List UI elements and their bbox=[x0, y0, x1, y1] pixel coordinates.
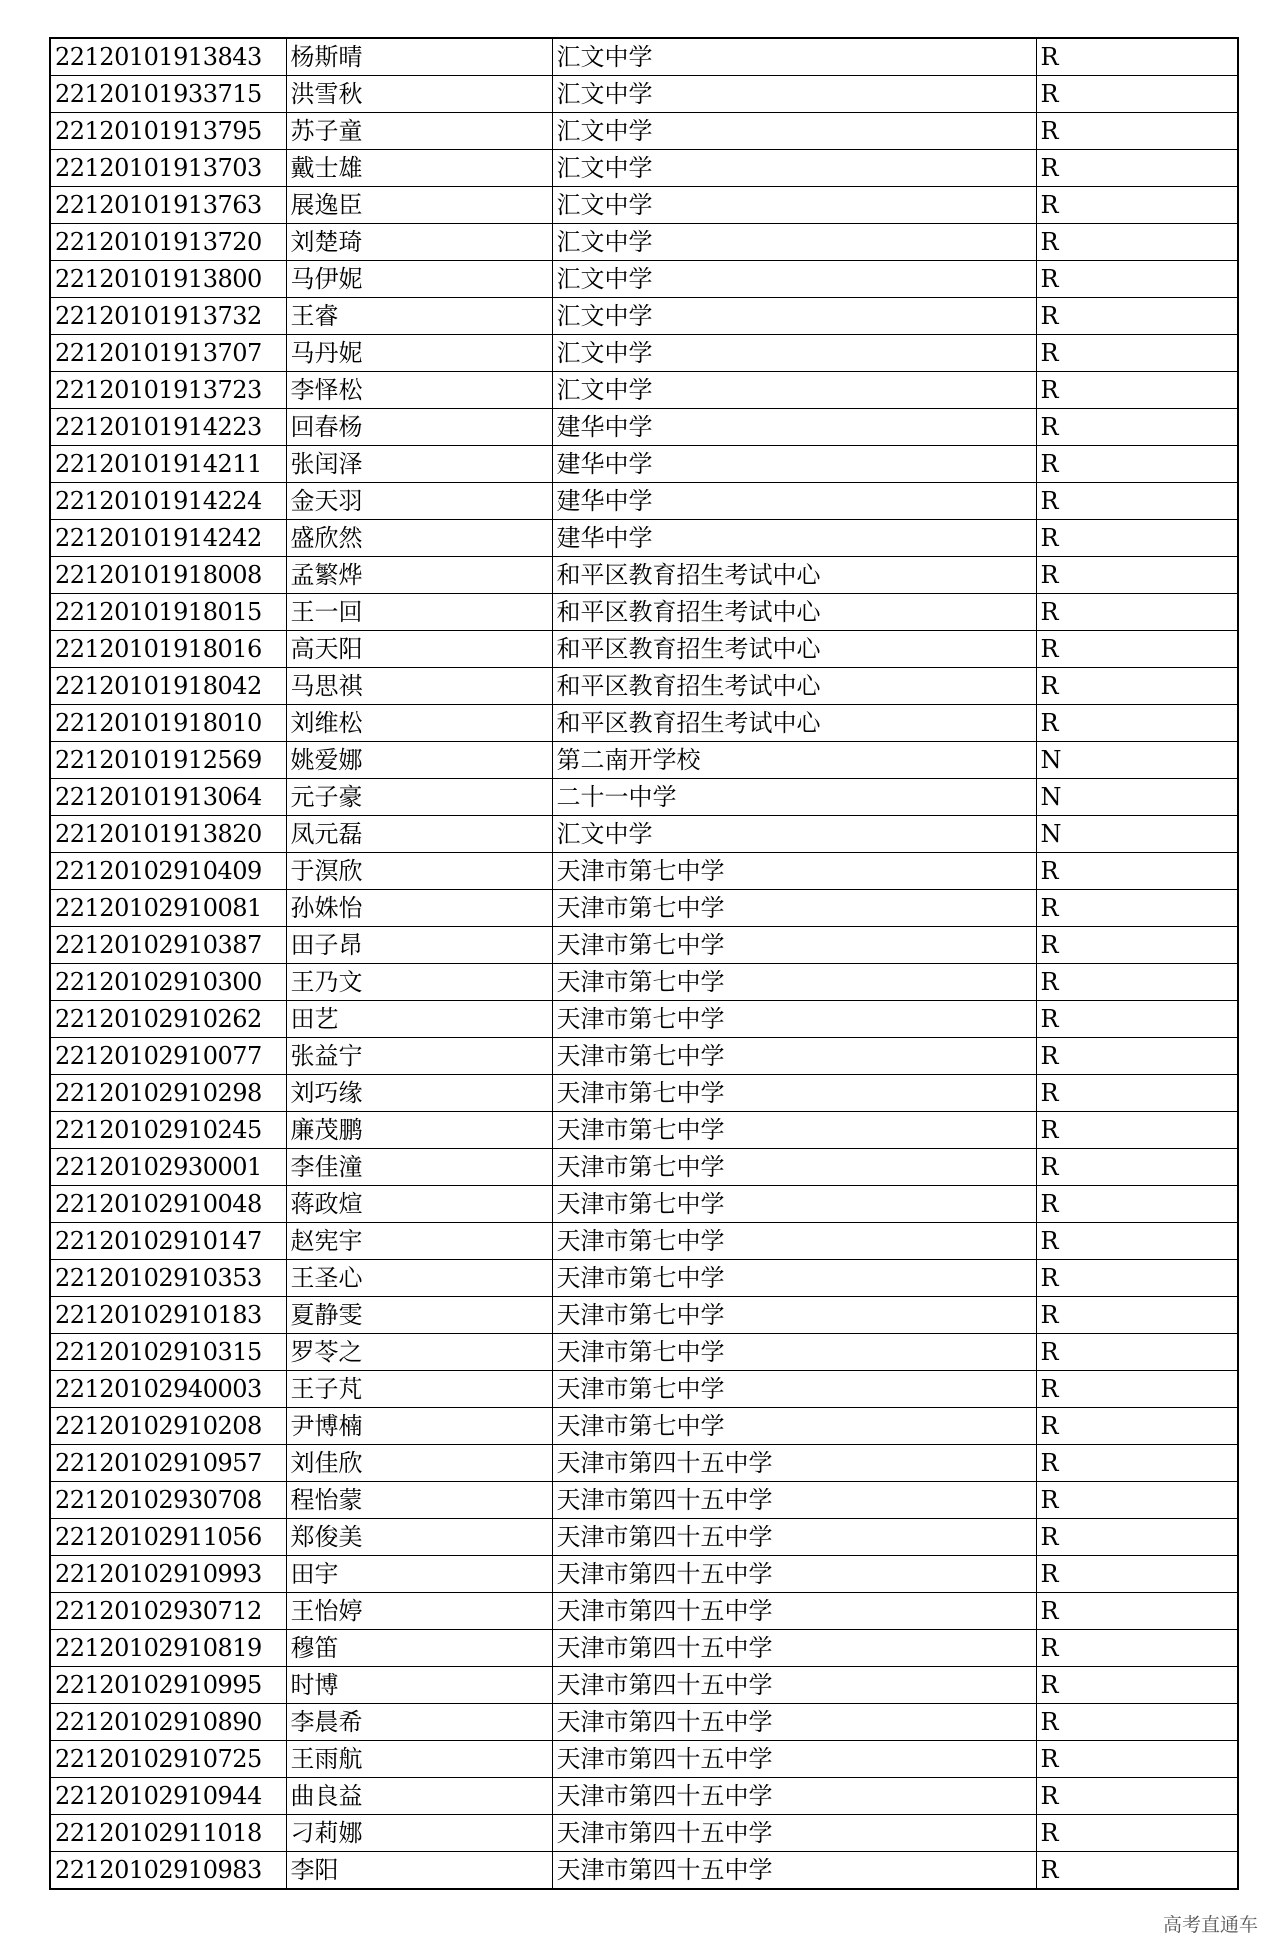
cell-school: 天津市第七中学 bbox=[552, 890, 1036, 927]
cell-category: R bbox=[1036, 1186, 1238, 1223]
cell-student-name: 盛欣然 bbox=[286, 520, 552, 557]
cell-student-name: 穆笛 bbox=[286, 1630, 552, 1667]
table-row bbox=[50, 446, 1238, 483]
cell-category: R bbox=[1036, 1260, 1238, 1297]
cell-category: R bbox=[1036, 668, 1238, 705]
cell-student-name: 刘巧缘 bbox=[286, 1075, 552, 1112]
cell-category: R bbox=[1036, 1556, 1238, 1593]
cell-category: R bbox=[1036, 1371, 1238, 1408]
table-row bbox=[50, 1260, 1238, 1297]
cell-school: 天津市第七中学 bbox=[552, 1075, 1036, 1112]
cell-category: R bbox=[1036, 76, 1238, 113]
table-row bbox=[50, 1112, 1238, 1149]
cell-school: 和平区教育招生考试中心 bbox=[552, 557, 1036, 594]
cell-school: 汇文中学 bbox=[552, 298, 1036, 335]
table-row bbox=[50, 1852, 1238, 1890]
table-row bbox=[50, 1519, 1238, 1556]
cell-student-name: 回春杨 bbox=[286, 409, 552, 446]
cell-school: 建华中学 bbox=[552, 446, 1036, 483]
table-row bbox=[50, 483, 1238, 520]
cell-student-name: 李阳 bbox=[286, 1852, 552, 1890]
cell-exam-id: 22120102910077 bbox=[50, 1038, 286, 1075]
cell-exam-id: 22120102910048 bbox=[50, 1186, 286, 1223]
cell-exam-id: 22120102910995 bbox=[50, 1667, 286, 1704]
cell-category: R bbox=[1036, 1741, 1238, 1778]
cell-student-name: 杨斯晴 bbox=[286, 38, 552, 76]
cell-school: 天津市第七中学 bbox=[552, 927, 1036, 964]
table-row bbox=[50, 742, 1238, 779]
cell-school: 第二南开学校 bbox=[552, 742, 1036, 779]
cell-school: 天津市第四十五中学 bbox=[552, 1815, 1036, 1852]
cell-exam-id: 22120101913820 bbox=[50, 816, 286, 853]
cell-student-name: 张闰泽 bbox=[286, 446, 552, 483]
cell-school: 天津市第七中学 bbox=[552, 853, 1036, 890]
cell-student-name: 洪雪秋 bbox=[286, 76, 552, 113]
cell-category: N bbox=[1036, 779, 1238, 816]
table-row bbox=[50, 1038, 1238, 1075]
cell-category: R bbox=[1036, 224, 1238, 261]
cell-category: R bbox=[1036, 372, 1238, 409]
cell-student-name: 高天阳 bbox=[286, 631, 552, 668]
table-row bbox=[50, 853, 1238, 890]
cell-exam-id: 22120102910262 bbox=[50, 1001, 286, 1038]
cell-exam-id: 22120101913763 bbox=[50, 187, 286, 224]
cell-school: 天津市第七中学 bbox=[552, 1186, 1036, 1223]
cell-school: 汇文中学 bbox=[552, 38, 1036, 76]
cell-school: 天津市第七中学 bbox=[552, 1371, 1036, 1408]
cell-school: 汇文中学 bbox=[552, 76, 1036, 113]
cell-category: R bbox=[1036, 1001, 1238, 1038]
cell-student-name: 廉茂鹏 bbox=[286, 1112, 552, 1149]
cell-student-name: 于溟欣 bbox=[286, 853, 552, 890]
cell-category: R bbox=[1036, 1630, 1238, 1667]
cell-category: R bbox=[1036, 1815, 1238, 1852]
cell-category: R bbox=[1036, 927, 1238, 964]
cell-student-name: 赵宪宇 bbox=[286, 1223, 552, 1260]
table-row bbox=[50, 1556, 1238, 1593]
table-row bbox=[50, 150, 1238, 187]
cell-student-name: 王子芃 bbox=[286, 1371, 552, 1408]
cell-exam-id: 22120101913800 bbox=[50, 261, 286, 298]
cell-student-name: 王一回 bbox=[286, 594, 552, 631]
cell-category: R bbox=[1036, 38, 1238, 76]
cell-exam-id: 22120102910353 bbox=[50, 1260, 286, 1297]
cell-category: R bbox=[1036, 1445, 1238, 1482]
cell-category: R bbox=[1036, 1297, 1238, 1334]
cell-exam-id: 22120102910298 bbox=[50, 1075, 286, 1112]
table-row bbox=[50, 668, 1238, 705]
table-row bbox=[50, 1741, 1238, 1778]
cell-exam-id: 22120102910300 bbox=[50, 964, 286, 1001]
table-row bbox=[50, 631, 1238, 668]
cell-school: 和平区教育招生考试中心 bbox=[552, 668, 1036, 705]
cell-exam-id: 22120101914223 bbox=[50, 409, 286, 446]
cell-exam-id: 22120102930001 bbox=[50, 1149, 286, 1186]
cell-exam-id: 22120101913703 bbox=[50, 150, 286, 187]
table-row bbox=[50, 1630, 1238, 1667]
student-list-table bbox=[49, 37, 1239, 1890]
table-row bbox=[50, 187, 1238, 224]
cell-exam-id: 22120101913064 bbox=[50, 779, 286, 816]
cell-student-name: 郑俊美 bbox=[286, 1519, 552, 1556]
table-row bbox=[50, 298, 1238, 335]
cell-category: R bbox=[1036, 1704, 1238, 1741]
cell-exam-id: 22120101913720 bbox=[50, 224, 286, 261]
cell-student-name: 马思祺 bbox=[286, 668, 552, 705]
cell-school: 汇文中学 bbox=[552, 113, 1036, 150]
cell-student-name: 金天羽 bbox=[286, 483, 552, 520]
cell-school: 天津市第七中学 bbox=[552, 1038, 1036, 1075]
cell-school: 汇文中学 bbox=[552, 224, 1036, 261]
cell-student-name: 刘楚琦 bbox=[286, 224, 552, 261]
cell-exam-id: 22120102910957 bbox=[50, 1445, 286, 1482]
cell-school: 天津市第四十五中学 bbox=[552, 1445, 1036, 1482]
cell-exam-id: 22120102930708 bbox=[50, 1482, 286, 1519]
cell-exam-id: 22120102930712 bbox=[50, 1593, 286, 1630]
table-row bbox=[50, 1445, 1238, 1482]
cell-exam-id: 22120101913795 bbox=[50, 113, 286, 150]
cell-category: R bbox=[1036, 631, 1238, 668]
cell-category: R bbox=[1036, 1223, 1238, 1260]
cell-category: R bbox=[1036, 335, 1238, 372]
table-row bbox=[50, 38, 1238, 76]
cell-exam-id: 22120102910147 bbox=[50, 1223, 286, 1260]
cell-category: N bbox=[1036, 742, 1238, 779]
cell-student-name: 刁莉娜 bbox=[286, 1815, 552, 1852]
cell-exam-id: 22120102911056 bbox=[50, 1519, 286, 1556]
cell-school: 天津市第七中学 bbox=[552, 1149, 1036, 1186]
cell-exam-id: 22120102910081 bbox=[50, 890, 286, 927]
cell-school: 和平区教育招生考试中心 bbox=[552, 705, 1036, 742]
cell-school: 天津市第四十五中学 bbox=[552, 1704, 1036, 1741]
table-row bbox=[50, 335, 1238, 372]
cell-student-name: 尹博楠 bbox=[286, 1408, 552, 1445]
cell-category: R bbox=[1036, 113, 1238, 150]
cell-exam-id: 22120101913707 bbox=[50, 335, 286, 372]
cell-exam-id: 22120102910409 bbox=[50, 853, 286, 890]
cell-school: 天津市第四十五中学 bbox=[552, 1556, 1036, 1593]
table-row bbox=[50, 927, 1238, 964]
cell-category: R bbox=[1036, 557, 1238, 594]
cell-student-name: 元子豪 bbox=[286, 779, 552, 816]
table-row bbox=[50, 1482, 1238, 1519]
cell-exam-id: 22120102910890 bbox=[50, 1704, 286, 1741]
cell-exam-id: 22120102910245 bbox=[50, 1112, 286, 1149]
cell-student-name: 刘佳欣 bbox=[286, 1445, 552, 1482]
cell-school: 天津市第四十五中学 bbox=[552, 1741, 1036, 1778]
cell-exam-id: 22120101914211 bbox=[50, 446, 286, 483]
cell-exam-id: 22120101914224 bbox=[50, 483, 286, 520]
table-row bbox=[50, 1075, 1238, 1112]
table-row bbox=[50, 1704, 1238, 1741]
cell-school: 天津市第四十五中学 bbox=[552, 1630, 1036, 1667]
cell-category: R bbox=[1036, 187, 1238, 224]
cell-exam-id: 22120102910387 bbox=[50, 927, 286, 964]
cell-category: R bbox=[1036, 1038, 1238, 1075]
table-row bbox=[50, 1334, 1238, 1371]
cell-category: R bbox=[1036, 483, 1238, 520]
cell-school: 天津市第七中学 bbox=[552, 1112, 1036, 1149]
cell-student-name: 李怿松 bbox=[286, 372, 552, 409]
cell-exam-id: 22120102911018 bbox=[50, 1815, 286, 1852]
cell-student-name: 田艺 bbox=[286, 1001, 552, 1038]
cell-category: R bbox=[1036, 964, 1238, 1001]
cell-category: R bbox=[1036, 1408, 1238, 1445]
table-row bbox=[50, 1408, 1238, 1445]
cell-school: 天津市第四十五中学 bbox=[552, 1519, 1036, 1556]
cell-school: 天津市第七中学 bbox=[552, 1408, 1036, 1445]
cell-student-name: 王雨航 bbox=[286, 1741, 552, 1778]
cell-category: R bbox=[1036, 1112, 1238, 1149]
cell-exam-id: 22120101918042 bbox=[50, 668, 286, 705]
cell-student-name: 罗苓之 bbox=[286, 1334, 552, 1371]
cell-school: 天津市第四十五中学 bbox=[552, 1482, 1036, 1519]
table-row bbox=[50, 1593, 1238, 1630]
cell-student-name: 孟繁烨 bbox=[286, 557, 552, 594]
cell-category: R bbox=[1036, 150, 1238, 187]
cell-exam-id: 22120102940003 bbox=[50, 1371, 286, 1408]
cell-category: R bbox=[1036, 261, 1238, 298]
cell-exam-id: 22120101914242 bbox=[50, 520, 286, 557]
cell-school: 建华中学 bbox=[552, 483, 1036, 520]
cell-exam-id: 22120102910725 bbox=[50, 1741, 286, 1778]
cell-student-name: 凤元磊 bbox=[286, 816, 552, 853]
cell-category: R bbox=[1036, 705, 1238, 742]
cell-category: R bbox=[1036, 409, 1238, 446]
cell-student-name: 戴士雄 bbox=[286, 150, 552, 187]
cell-school: 天津市第四十五中学 bbox=[552, 1593, 1036, 1630]
cell-category: R bbox=[1036, 1075, 1238, 1112]
cell-exam-id: 22120102910944 bbox=[50, 1778, 286, 1815]
table-row bbox=[50, 409, 1238, 446]
table-row bbox=[50, 890, 1238, 927]
cell-school: 汇文中学 bbox=[552, 372, 1036, 409]
cell-student-name: 展逸臣 bbox=[286, 187, 552, 224]
cell-exam-id: 22120101933715 bbox=[50, 76, 286, 113]
cell-school: 和平区教育招生考试中心 bbox=[552, 631, 1036, 668]
cell-exam-id: 22120101918016 bbox=[50, 631, 286, 668]
watermark-text: 高考直通车 bbox=[1162, 1914, 1258, 1936]
table-row bbox=[50, 520, 1238, 557]
cell-category: R bbox=[1036, 594, 1238, 631]
cell-category: N bbox=[1036, 816, 1238, 853]
cell-exam-id: 22120101918010 bbox=[50, 705, 286, 742]
cell-school: 天津市第七中学 bbox=[552, 1334, 1036, 1371]
cell-student-name: 马伊妮 bbox=[286, 261, 552, 298]
cell-student-name: 曲良益 bbox=[286, 1778, 552, 1815]
cell-exam-id: 22120101913723 bbox=[50, 372, 286, 409]
table-row bbox=[50, 779, 1238, 816]
cell-exam-id: 22120101912569 bbox=[50, 742, 286, 779]
cell-category: R bbox=[1036, 1852, 1238, 1890]
cell-category: R bbox=[1036, 298, 1238, 335]
table-row bbox=[50, 1371, 1238, 1408]
cell-school: 汇文中学 bbox=[552, 261, 1036, 298]
cell-student-name: 王圣心 bbox=[286, 1260, 552, 1297]
cell-student-name: 姚爱娜 bbox=[286, 742, 552, 779]
cell-exam-id: 22120102910315 bbox=[50, 1334, 286, 1371]
table-row bbox=[50, 1001, 1238, 1038]
cell-category: R bbox=[1036, 1778, 1238, 1815]
cell-student-name: 夏静雯 bbox=[286, 1297, 552, 1334]
table-row bbox=[50, 816, 1238, 853]
table-row bbox=[50, 113, 1238, 150]
cell-school: 建华中学 bbox=[552, 520, 1036, 557]
cell-student-name: 时博 bbox=[286, 1667, 552, 1704]
cell-school: 汇文中学 bbox=[552, 150, 1036, 187]
cell-school: 天津市第七中学 bbox=[552, 1260, 1036, 1297]
cell-school: 汇文中学 bbox=[552, 816, 1036, 853]
cell-exam-id: 22120102910819 bbox=[50, 1630, 286, 1667]
cell-school: 汇文中学 bbox=[552, 187, 1036, 224]
cell-school: 天津市第七中学 bbox=[552, 1297, 1036, 1334]
cell-category: R bbox=[1036, 1149, 1238, 1186]
table-row bbox=[50, 372, 1238, 409]
cell-school: 天津市第四十五中学 bbox=[552, 1778, 1036, 1815]
table-row bbox=[50, 1223, 1238, 1260]
cell-exam-id: 22120101913732 bbox=[50, 298, 286, 335]
cell-student-name: 苏子童 bbox=[286, 113, 552, 150]
cell-school: 和平区教育招生考试中心 bbox=[552, 594, 1036, 631]
cell-student-name: 李晨希 bbox=[286, 1704, 552, 1741]
cell-school: 天津市第七中学 bbox=[552, 1223, 1036, 1260]
cell-category: R bbox=[1036, 446, 1238, 483]
cell-exam-id: 22120101913843 bbox=[50, 38, 286, 76]
cell-school: 建华中学 bbox=[552, 409, 1036, 446]
cell-exam-id: 22120102910208 bbox=[50, 1408, 286, 1445]
table-row bbox=[50, 594, 1238, 631]
cell-student-name: 马丹妮 bbox=[286, 335, 552, 372]
table-row bbox=[50, 224, 1238, 261]
cell-category: R bbox=[1036, 1334, 1238, 1371]
table-row bbox=[50, 1815, 1238, 1852]
cell-school: 天津市第四十五中学 bbox=[552, 1852, 1036, 1890]
cell-student-name: 王怡婷 bbox=[286, 1593, 552, 1630]
cell-exam-id: 22120102910183 bbox=[50, 1297, 286, 1334]
table-row bbox=[50, 964, 1238, 1001]
cell-student-name: 李佳潼 bbox=[286, 1149, 552, 1186]
cell-student-name: 蒋政煊 bbox=[286, 1186, 552, 1223]
table-row bbox=[50, 557, 1238, 594]
cell-student-name: 田子昂 bbox=[286, 927, 552, 964]
cell-school: 二十一中学 bbox=[552, 779, 1036, 816]
cell-category: R bbox=[1036, 1482, 1238, 1519]
cell-category: R bbox=[1036, 1593, 1238, 1630]
cell-student-name: 程怡蒙 bbox=[286, 1482, 552, 1519]
table-row bbox=[50, 1778, 1238, 1815]
cell-school: 天津市第七中学 bbox=[552, 1001, 1036, 1038]
cell-student-name: 张益宁 bbox=[286, 1038, 552, 1075]
table-row bbox=[50, 705, 1238, 742]
table-row bbox=[50, 1149, 1238, 1186]
cell-exam-id: 22120102910993 bbox=[50, 1556, 286, 1593]
table-row bbox=[50, 1667, 1238, 1704]
cell-school: 汇文中学 bbox=[552, 335, 1036, 372]
cell-exam-id: 22120102910983 bbox=[50, 1852, 286, 1890]
cell-category: R bbox=[1036, 1667, 1238, 1704]
cell-exam-id: 22120101918015 bbox=[50, 594, 286, 631]
cell-category: R bbox=[1036, 853, 1238, 890]
table-row bbox=[50, 1297, 1238, 1334]
cell-school: 天津市第四十五中学 bbox=[552, 1667, 1036, 1704]
table-row bbox=[50, 261, 1238, 298]
cell-category: R bbox=[1036, 1519, 1238, 1556]
cell-school: 天津市第七中学 bbox=[552, 964, 1036, 1001]
cell-student-name: 王乃文 bbox=[286, 964, 552, 1001]
cell-student-name: 孙姝怡 bbox=[286, 890, 552, 927]
cell-category: R bbox=[1036, 890, 1238, 927]
cell-student-name: 王睿 bbox=[286, 298, 552, 335]
table-row bbox=[50, 76, 1238, 113]
cell-exam-id: 22120101918008 bbox=[50, 557, 286, 594]
cell-student-name: 刘维松 bbox=[286, 705, 552, 742]
cell-category: R bbox=[1036, 520, 1238, 557]
table-body bbox=[50, 38, 1238, 1889]
cell-student-name: 田宇 bbox=[286, 1556, 552, 1593]
table-row bbox=[50, 1186, 1238, 1223]
